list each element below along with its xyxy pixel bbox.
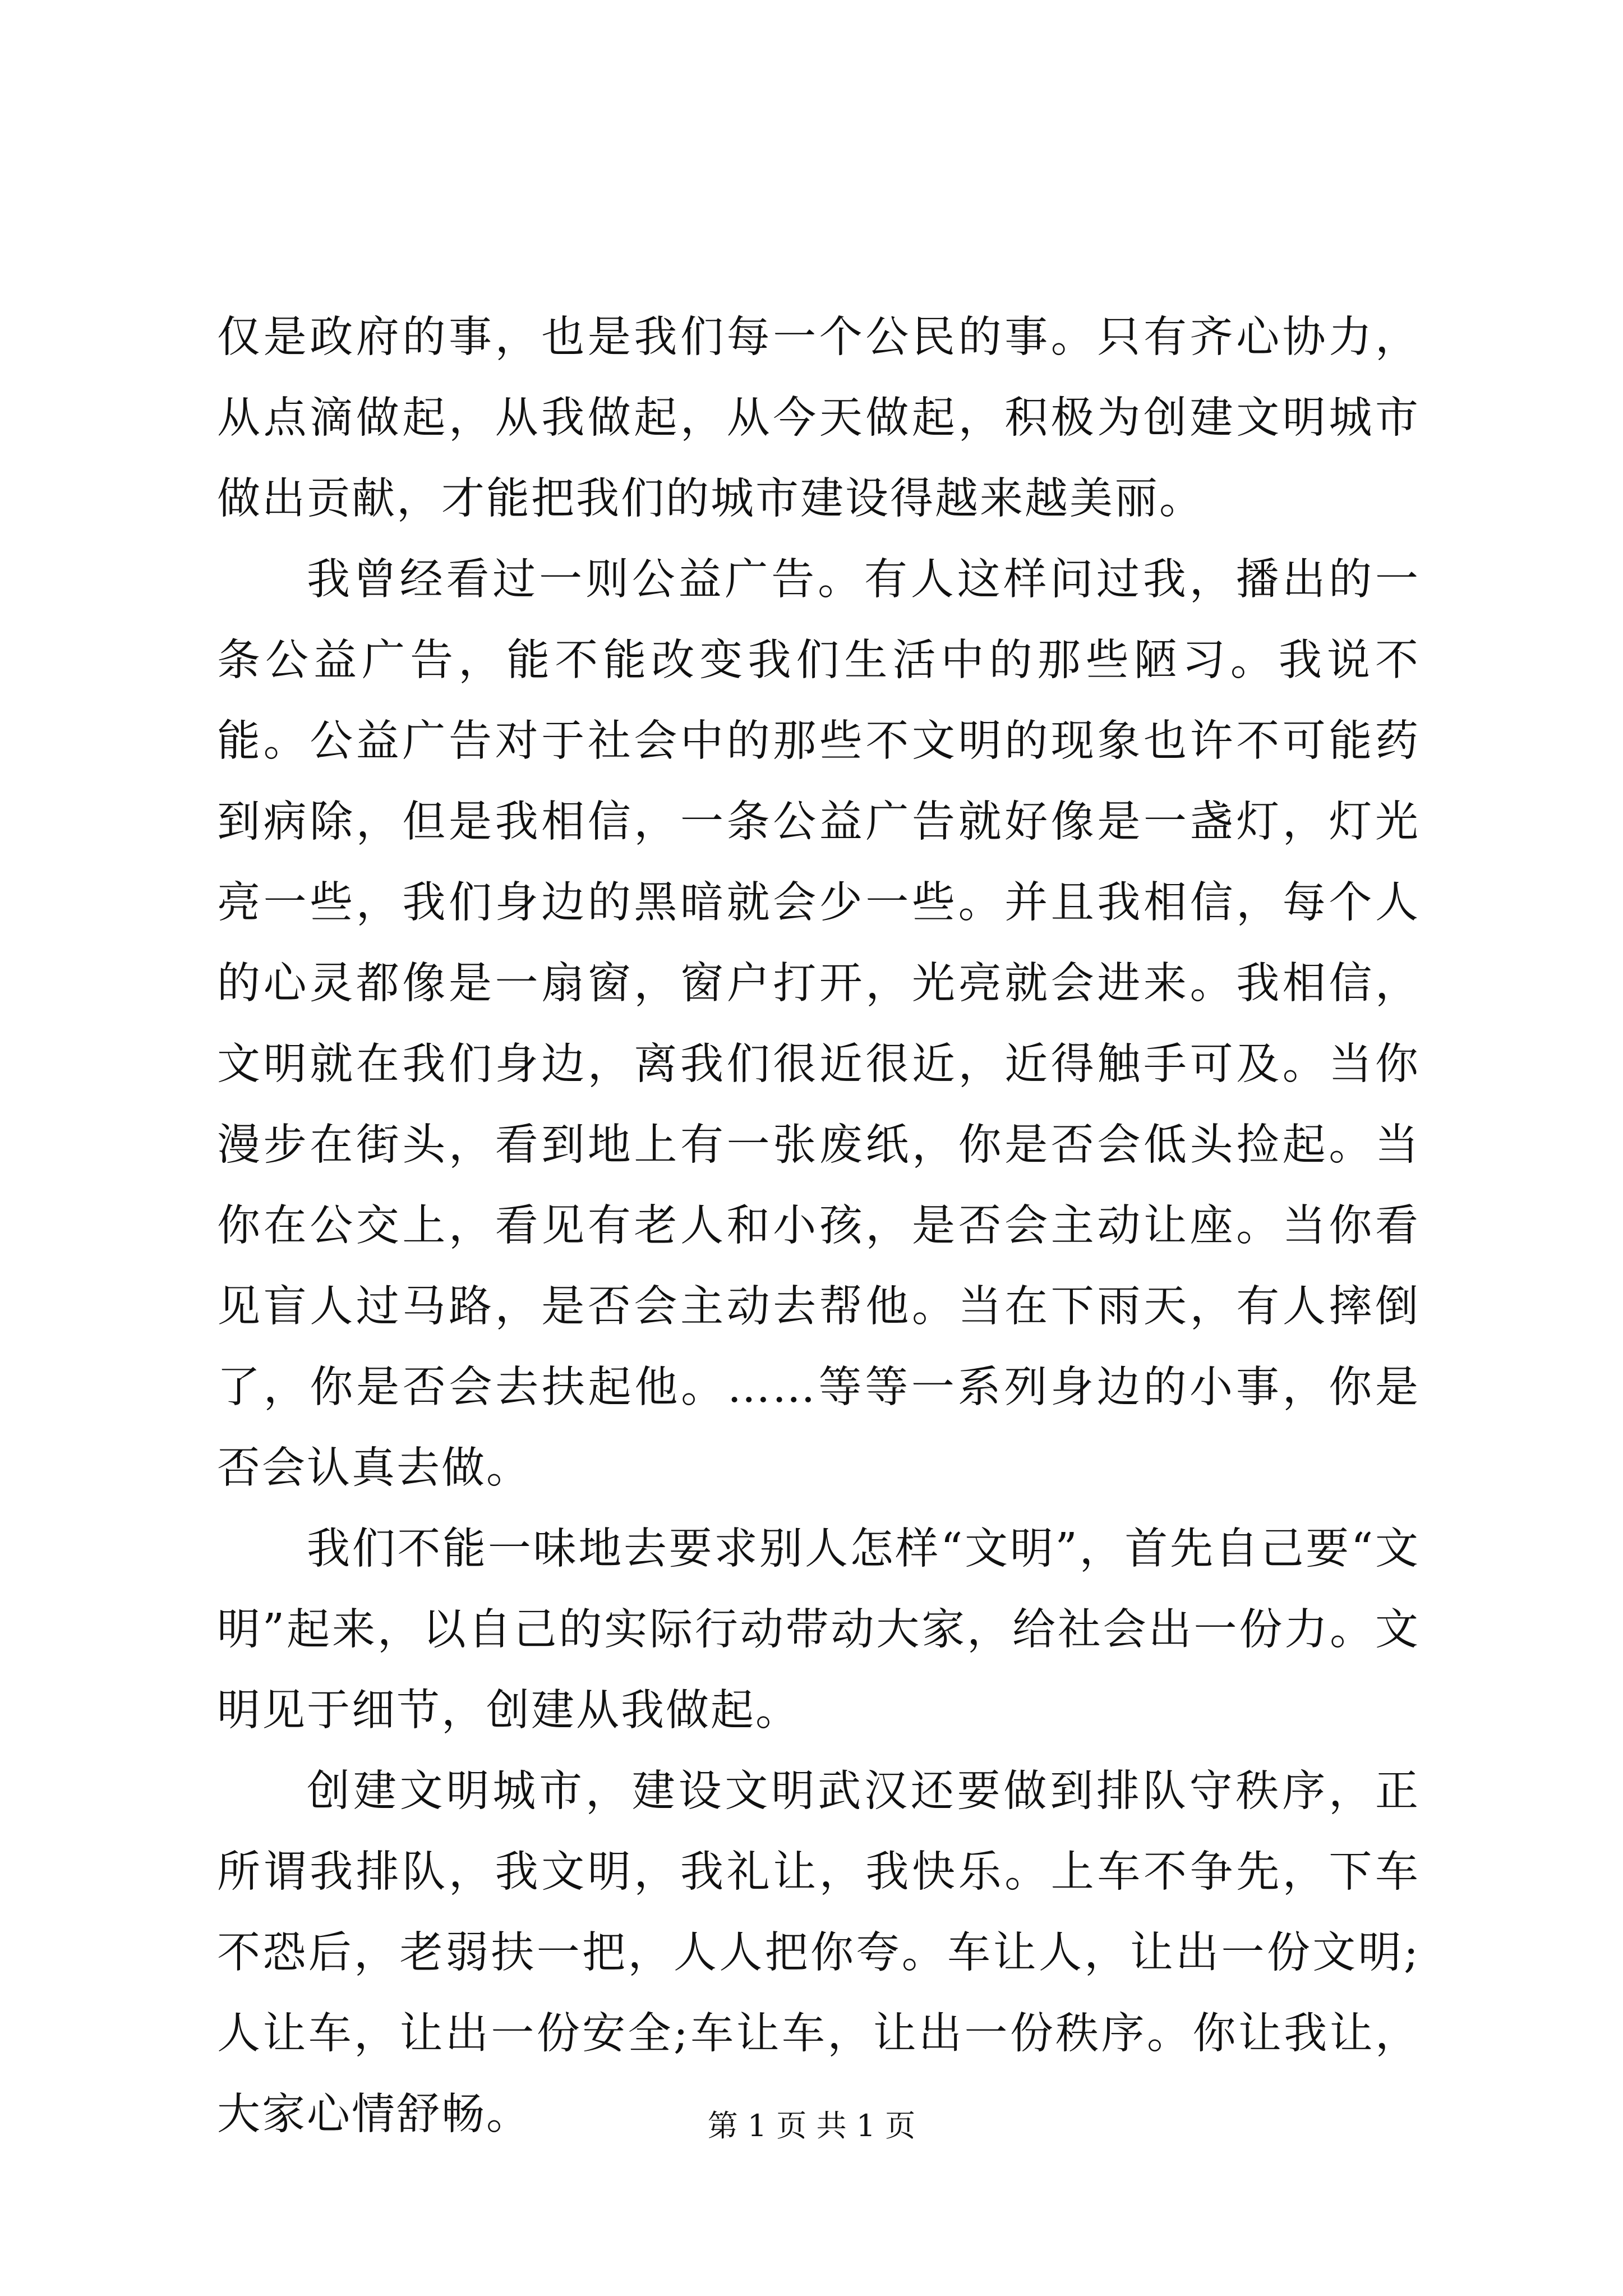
document-body <box>217 297 1420 2155</box>
paragraph-1: 仅是政府的事，也是我们每一个公民的事。只有齐心协力，从点滴做起，从我做起，从今天做起，积极为创建文明城市做出贡献，才能把我们的城市建设得越来越美丽。 <box>217 312 1420 524</box>
paragraph-3: 我们不能一味地去要求别人怎样“文明”，首先自己要“文明”起来，以自己的实际行动带动大家，给社会出一份力。文明见于细节，创建从我做起。 <box>217 1524 1420 1736</box>
paragraph-2: 我曾经看过一则公益广告。有人这样问过我，播出的一条公益广告，能不能改变我们生活中的那些陋习。我说不能。公益广告对于社会中的那些不文明的现象也许不可能药到病除，但是我相信，一条公益广告就好像是一盏灯，灯光亮一些，我们身边的黑暗就会少一些。并且我相信，每个人的心灵都像是一扇窗，窗户打开，光亮就会进来。我相信，文明就在我们身边，离我们很近很近，近得触手可及。当你漫步在街头，看到地上有一张废纸，你是否会低头捡起。当你在公交上，看见有老人和小孩，是否会主动让座。当你看见盲人过马路，是否会主动去帮他。当在下雨天，有人摔倒了，你是否会去扶起他。……等等一系列身边的小事，你是否会认真去做。 <box>217 555 1420 1493</box>
paragraph-4: 创建文明城市，建设文明武汉还要做到排队守秩序，正所谓我排队，我文明，我礼让，我快乐。上车不争先，下车不恐后，老弱扶一把，人人把你夸。车让人，让出一份文明;人让车，让出一份安全;车让车，让出一份秩序。你让我让，大家心情舒畅。 <box>217 1766 1420 2139</box>
page-footer: 第 1 页 共 1 页 <box>707 2108 916 2143</box>
